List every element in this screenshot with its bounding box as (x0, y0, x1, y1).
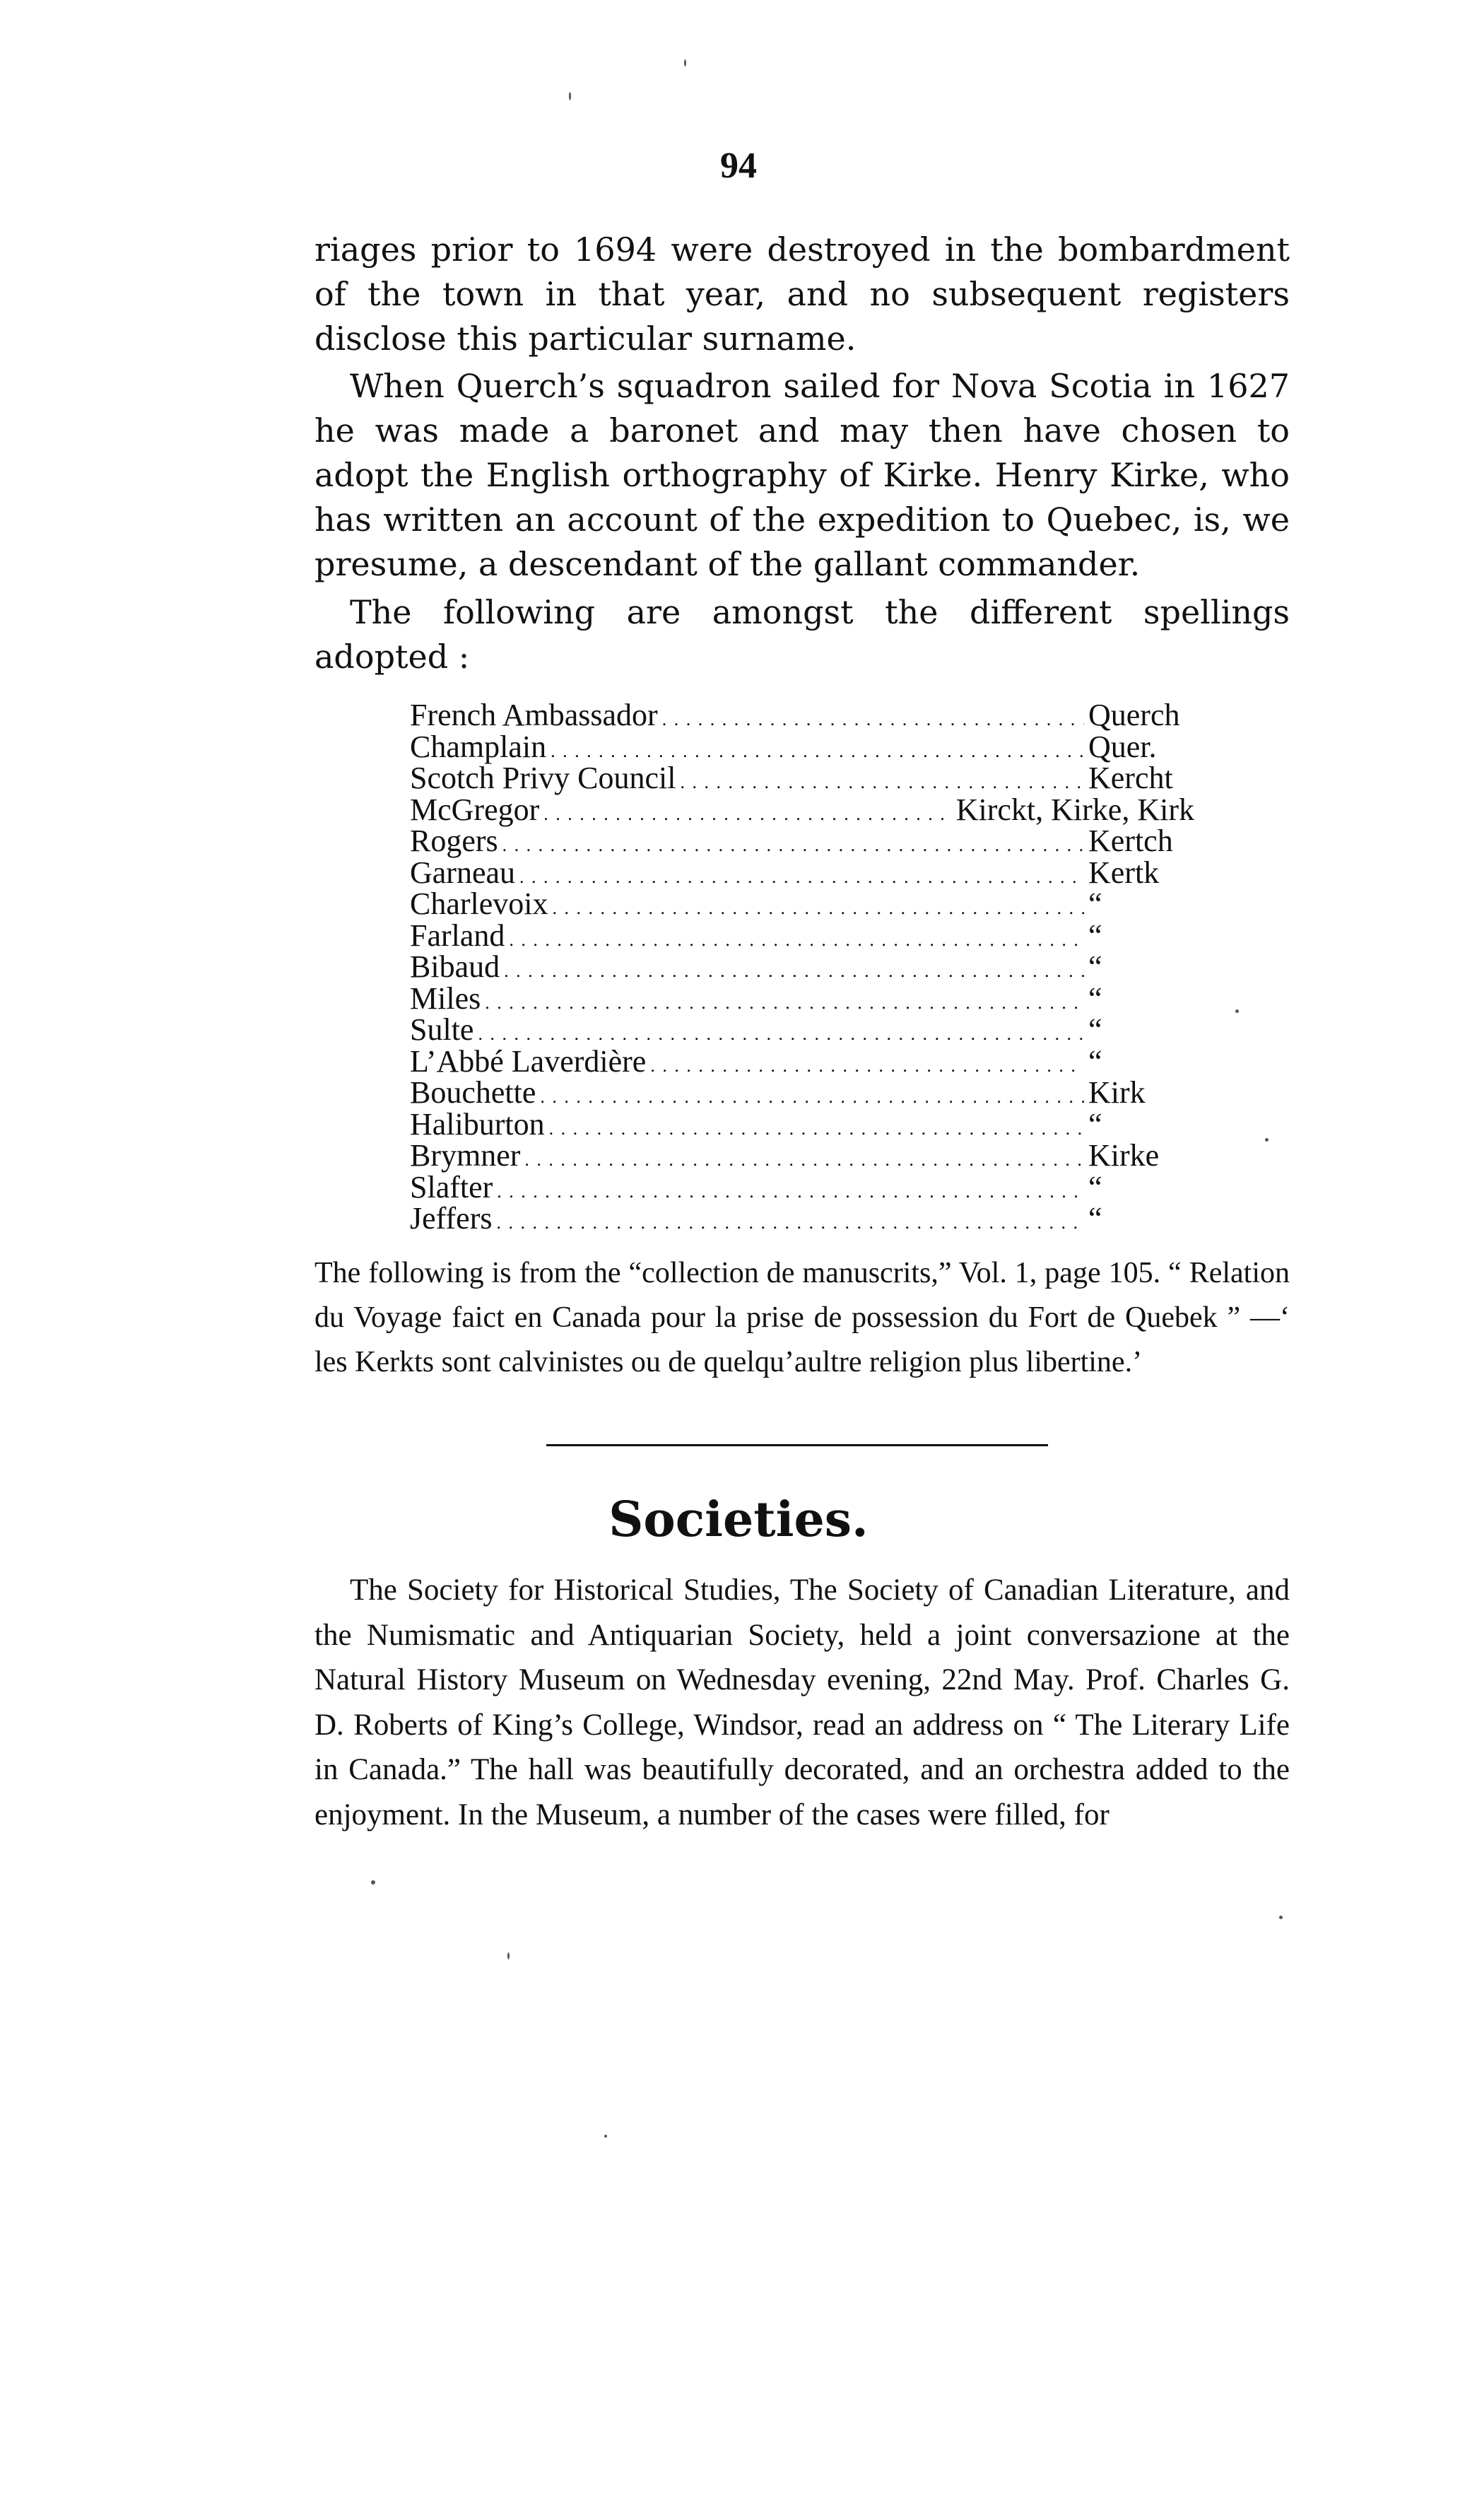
list-item-spelling: “ (1088, 949, 1102, 984)
dot-leader (496, 1203, 1084, 1239)
dot-leader (549, 1109, 1084, 1145)
list-item-spelling: Kirk (1088, 1075, 1146, 1110)
paragraph-text: The Society for Historical Studies, The Society of Canadian Literature, and the Numismatic and Antiquarian Society, held a joint conversazione at the Natural History Museum on Wednesday evening, 22nd May. Prof. Charles G. D. Roberts of King’s College, Windsor, read an address on “ The Literary Life in Canada.” The hall was beautifully decorated, and an orchestra added to the enjoyment. In the Museum, a number of the cases were filled, for (314, 1573, 1290, 1832)
scan-speck (1265, 1138, 1269, 1142)
list-item-name: Farland (410, 918, 505, 953)
list-item (410, 920, 1194, 952)
paragraph-querch-squadron (314, 364, 1290, 587)
list-item-name: Bibaud (410, 949, 500, 984)
list-item (410, 1169, 1194, 1205)
list-item (410, 792, 1194, 827)
list-item-spelling: “ (1088, 1169, 1102, 1205)
list-item-name: Garneau (410, 855, 516, 890)
dot-leader (650, 1046, 1084, 1082)
list-item-spelling: Kertk (1088, 855, 1160, 890)
list-item-name: Charlevoix (410, 886, 548, 921)
paragraph-text: When Querch’s squadron sailed for Nova Scotia in 1627 he was made a baronet and may then have chosen to adopt the English orthography of Kirke. Henry Kirke, who has written an account of the expedition to Quebec, is, we presume, a descendant of the gallant commander. (314, 367, 1290, 583)
list-item-spelling: “ (1088, 1106, 1102, 1142)
list-item (410, 1043, 1194, 1079)
paragraph-text: The following are amongst the different spellings adopted : (314, 593, 1290, 676)
scan-speck (1235, 1009, 1239, 1013)
list-item-name: Haliburton (410, 1106, 545, 1142)
societies-paragraph (314, 1568, 1290, 1837)
dot-leader (662, 700, 1084, 736)
dot-leader (485, 983, 1084, 1019)
list-item-name: McGregor (410, 792, 540, 827)
list-item-spelling: “ (1088, 918, 1102, 953)
list-item-name: Miles (410, 980, 481, 1016)
list-item (410, 886, 1194, 921)
list-item (410, 763, 1194, 795)
scan-speck (684, 59, 686, 66)
list-item (410, 980, 1194, 1016)
scan-speck (371, 1880, 375, 1885)
scan-speck (1279, 1916, 1283, 1919)
list-item-spelling: “ (1088, 1043, 1102, 1079)
list-item (410, 1077, 1194, 1109)
list-item-name: Jeffers (410, 1201, 493, 1236)
list-item-spelling: “ (1088, 980, 1102, 1016)
list-item (410, 1106, 1194, 1142)
list-item-spelling: “ (1088, 1012, 1102, 1047)
list-item (410, 1140, 1194, 1172)
page-number: 94 (720, 146, 757, 186)
list-item (410, 1014, 1194, 1046)
dot-leader (553, 889, 1084, 925)
list-item-spelling: Kertch (1088, 824, 1173, 858)
list-item-name: Sulte (410, 1012, 474, 1047)
dot-leader (509, 920, 1084, 956)
list-item-name: Bouchette (410, 1075, 536, 1110)
list-item-name: French Ambassador (410, 698, 658, 732)
paragraph-continuation (314, 228, 1290, 361)
list-item-spelling: Quer. (1088, 729, 1157, 764)
list-item-spelling: Kirke (1088, 1138, 1160, 1173)
list-item-spelling: Kirckt, Kirke, Kirk (955, 792, 1194, 827)
scan-speck (507, 1952, 510, 1959)
dot-leader (519, 857, 1084, 893)
list-item-spelling: “ (1088, 1201, 1102, 1236)
list-item (410, 826, 1194, 857)
dot-leader (543, 795, 951, 831)
list-item-spelling: Kercht (1088, 761, 1173, 795)
list-item-name: Slafter (410, 1169, 493, 1205)
list-item-spelling: “ (1088, 886, 1102, 921)
list-item (410, 729, 1194, 764)
spellings-list (410, 700, 1194, 1235)
paragraph-spellings-intro (314, 590, 1290, 679)
list-item-name: Champlain (410, 729, 547, 764)
list-item (410, 700, 1194, 732)
dot-leader (504, 951, 1084, 988)
note-text: The following is from the “collection de manuscrits,” Vol. 1, page 105. “ Relation du Voyage faict en Canada pour la prise de possession du Fort de Quebek ” —‘ les Kerkts sont calvinistes ou de quelqu’aultre religion plus libertine.’ (314, 1257, 1290, 1378)
list-item-name: L’Abbé Laverdière (410, 1043, 647, 1079)
dot-leader (502, 826, 1084, 862)
dot-leader (540, 1077, 1084, 1113)
section-heading: Societies. (608, 1492, 869, 1548)
dot-leader (524, 1140, 1084, 1176)
list-item-name: Rogers (410, 824, 498, 858)
scan-speck (569, 92, 571, 100)
section-divider (546, 1444, 1048, 1446)
list-item (410, 951, 1194, 983)
list-item-name: Scotch Privy Council (410, 761, 676, 795)
dot-leader (497, 1172, 1084, 1208)
list-item-name: Brymner (410, 1138, 521, 1173)
list-item-spelling: Querch (1088, 698, 1180, 732)
manuscript-note (314, 1251, 1290, 1385)
scan-speck (604, 2135, 607, 2138)
paragraph-text: riages prior to 1694 were destroyed in the bombardment of the town in that year, and no subsequent registers disclose this particular surname. (314, 230, 1290, 358)
list-item (410, 1203, 1194, 1235)
list-item (410, 857, 1194, 889)
